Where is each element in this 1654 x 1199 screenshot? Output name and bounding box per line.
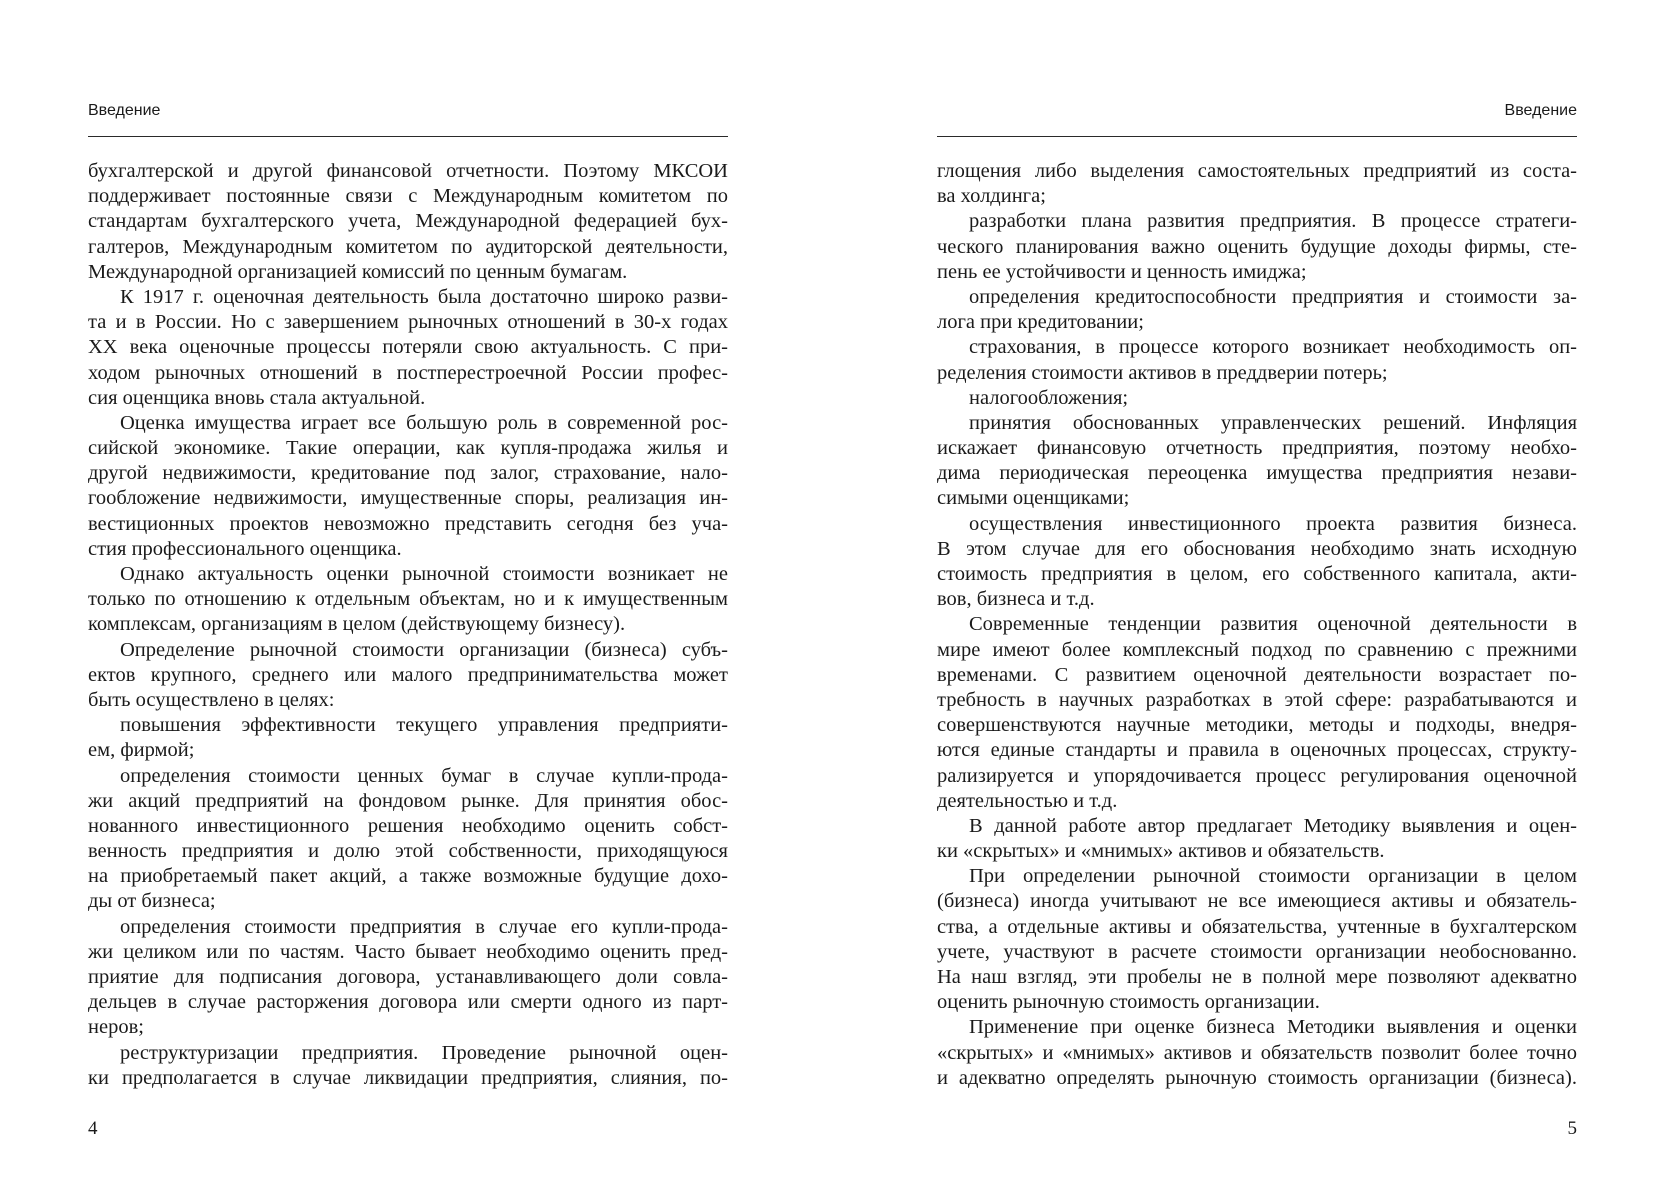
text-line: сийской экономике. Такие операции, как купля-продажа жилья и — [88, 437, 728, 460]
left-page — [88, 0, 728, 1199]
text-line: реструктуризации предприятия. Проведение рыночной оцен- — [120, 1041, 728, 1064]
text-line: стандартам бухгалтерского учета, Международной федерацией бух- — [88, 210, 728, 233]
text-line: учете, участвуют в расчете стоимости организации необоснованно. — [937, 940, 1577, 963]
text-line: стия профессионального оценщика. — [88, 537, 402, 560]
page-number: 4 — [88, 1118, 98, 1139]
text-line: ем, фирмой; — [88, 739, 195, 762]
text-line: совершенствуются научные методики, методы и подходы, внедря- — [937, 714, 1577, 737]
text-line: Применение при оценке бизнеса Методики выявления и оценки — [969, 1016, 1577, 1039]
text-line: Международной организацией комиссий по ценным бумагам. — [88, 260, 628, 283]
text-line: требность в научных разработках в этой сфере: разрабатываются и — [937, 688, 1577, 711]
text-line: глощения либо выделения самостоятельных предприятий из соста- — [937, 160, 1577, 182]
text-line: определения стоимости ценных бумаг в случае купли-прода- — [120, 764, 728, 787]
text-line: и адекватно определять рыночную стоимость организации (бизнеса). — [937, 1066, 1577, 1089]
text-line: нованного инвестиционного решения необходимо оценить собст- — [88, 814, 728, 837]
text-line: искажает финансовую отчетность предприятия, поэтому необхо- — [937, 437, 1577, 460]
header-rule — [937, 136, 1577, 137]
text-line: мире имеют более комплексный подход по сравнению с прежними — [937, 638, 1577, 661]
running-head: Введение — [1504, 102, 1577, 119]
text-line: временами. С развитием оценочной деятельности возрастает по- — [937, 663, 1577, 686]
page-number: 5 — [1567, 1118, 1577, 1139]
text-line: В этом случае для его обоснования необходимо знать исходную — [937, 537, 1577, 560]
text-line: осуществления инвестиционного проекта развития бизнеса. — [969, 512, 1577, 535]
text-line: ектов крупного, среднего или малого предпринимательства может — [88, 663, 728, 686]
running-head: Введение — [88, 102, 161, 119]
text-line: В данной работе автор предлагает Методику выявления и оцен- — [969, 814, 1577, 837]
text-line: симыми оценщиками; — [937, 487, 1130, 510]
text-line: вестиционных проектов невозможно представить сегодня без уча- — [88, 512, 728, 535]
page-body — [88, 159, 728, 1091]
text-line: (бизнеса) иногда учитывают не все имеющиеся активы и обязатель- — [937, 890, 1577, 913]
text-line: на приобретаемый пакет акций, а также возможные будущие дохо- — [88, 865, 728, 888]
text-line: пень ее устойчивости и ценность имиджа; — [937, 260, 1307, 283]
text-line: Оценка имущества играет все большую роль в современной рос- — [120, 411, 728, 434]
text-line: стоимость предприятия в целом, его собственного капитала, акти- — [937, 563, 1577, 585]
text-line: дельцев в случае расторжения договора или смерти одного из парт- — [88, 991, 728, 1014]
text-line: При определении рыночной стоимости организации в целом — [969, 865, 1577, 888]
text-line: галтеров, Международным комитетом по аудиторской деятельности, — [88, 235, 728, 258]
text-line: определения кредитоспособности предприятия и стоимости за- — [969, 285, 1577, 308]
text-line: другой недвижимости, кредитование под залог, страхование, нало- — [88, 462, 728, 485]
text-line: разработки плана развития предприятия. В процессе стратеги- — [969, 210, 1577, 233]
text-line: Определение рыночной стоимости организации (бизнеса) субъ- — [120, 638, 728, 661]
text-line: сия оценщика вновь стала актуальной. — [88, 386, 426, 409]
text-line: та и в России. Но с завершением рыночных отношений в 30-х годах — [88, 311, 728, 334]
text-line: принятия обоснованных управленческих решений. Инфляция — [969, 411, 1577, 434]
text-line: жи целиком или по частям. Часто бывает необходимо оценить пред- — [88, 940, 728, 963]
text-line: ства, а отдельные активы и обязательства, учтенные в бухгалтерском — [937, 915, 1577, 938]
text-line: «скрытых» и «мнимых» активов и обязательств позволит более точно — [937, 1041, 1577, 1064]
text-line: ды от бизнеса; — [88, 890, 216, 913]
text-line: XX века оценочные процессы потеряли свою актуальность. С при- — [88, 336, 728, 359]
text-line: налогообложения; — [969, 386, 1129, 409]
text-line: страхования, в процессе которого возникает необходимость оп- — [969, 336, 1577, 359]
text-line: рализируется и упорядочивается процесс регулирования оценочной — [937, 764, 1577, 787]
text-line: поддерживает постоянные связи с Международным комитетом по — [88, 185, 728, 208]
text-line: неров; — [88, 1016, 144, 1039]
text-line: бухгалтерской и другой финансовой отчетности. Поэтому МКСОИ — [88, 160, 728, 182]
text-line: ки предполагается в случае ликвидации предприятия, слияния, по- — [88, 1066, 728, 1089]
text-line: гообложение недвижимости, имущественные споры, реализация ин- — [88, 487, 728, 510]
text-line: повышения эффективности текущего управления предприяти- — [120, 714, 728, 737]
text-line: жи акций предприятий на фондовом рынке. Для принятия обос- — [88, 789, 728, 812]
text-line: приятие для подписания договора, устанавливающего доли совла- — [88, 966, 728, 988]
text-line: Однако актуальность оценки рыночной стоимости возникает не — [120, 563, 728, 585]
text-line: ределения стоимости активов в преддверии потерь; — [937, 361, 1388, 384]
text-line: ходом рыночных отношений в постперестроечной России профес- — [88, 361, 728, 384]
text-line: К 1917 г. оценочная деятельность была достаточно широко разви- — [120, 285, 728, 308]
text-line: определения стоимости предприятия в случае его купли-прода- — [120, 915, 728, 938]
text-line: На наш взгляд, эти пробелы не в полной мере позволяют адекватно — [937, 966, 1577, 988]
text-line: ва холдинга; — [937, 185, 1046, 208]
text-line: Современные тенденции развития оценочной деятельности в — [969, 613, 1577, 636]
text-line: венность предприятия и долю этой собственности, приходящуюся — [88, 840, 728, 863]
text-line: вов, бизнеса и т.д. — [937, 588, 1095, 611]
text-line: ются единые стандарты и правила в оценочных процессах, структу- — [937, 739, 1577, 762]
text-line: оценить рыночную стоимость организации. — [937, 991, 1320, 1014]
page-body — [937, 159, 1577, 1091]
text-line: комплексам, организациям в целом (действующему бизнесу). — [88, 613, 626, 636]
header-rule — [88, 136, 728, 137]
text-line: ческого планирования важно оценить будущие доходы фирмы, сте- — [937, 235, 1577, 258]
right-page — [937, 0, 1577, 1199]
text-line: только по отношению к отдельным объектам, но и к имущественным — [88, 588, 728, 611]
text-line: быть осуществлено в целях: — [88, 688, 335, 711]
text-line: лога при кредитовании; — [937, 311, 1144, 334]
text-line: ки «скрытых» и «мнимых» активов и обязательств. — [937, 840, 1385, 863]
text-line: деятельностью и т.д. — [937, 789, 1118, 812]
text-line: дима периодическая переоценка имущества предприятия незави- — [937, 462, 1577, 485]
